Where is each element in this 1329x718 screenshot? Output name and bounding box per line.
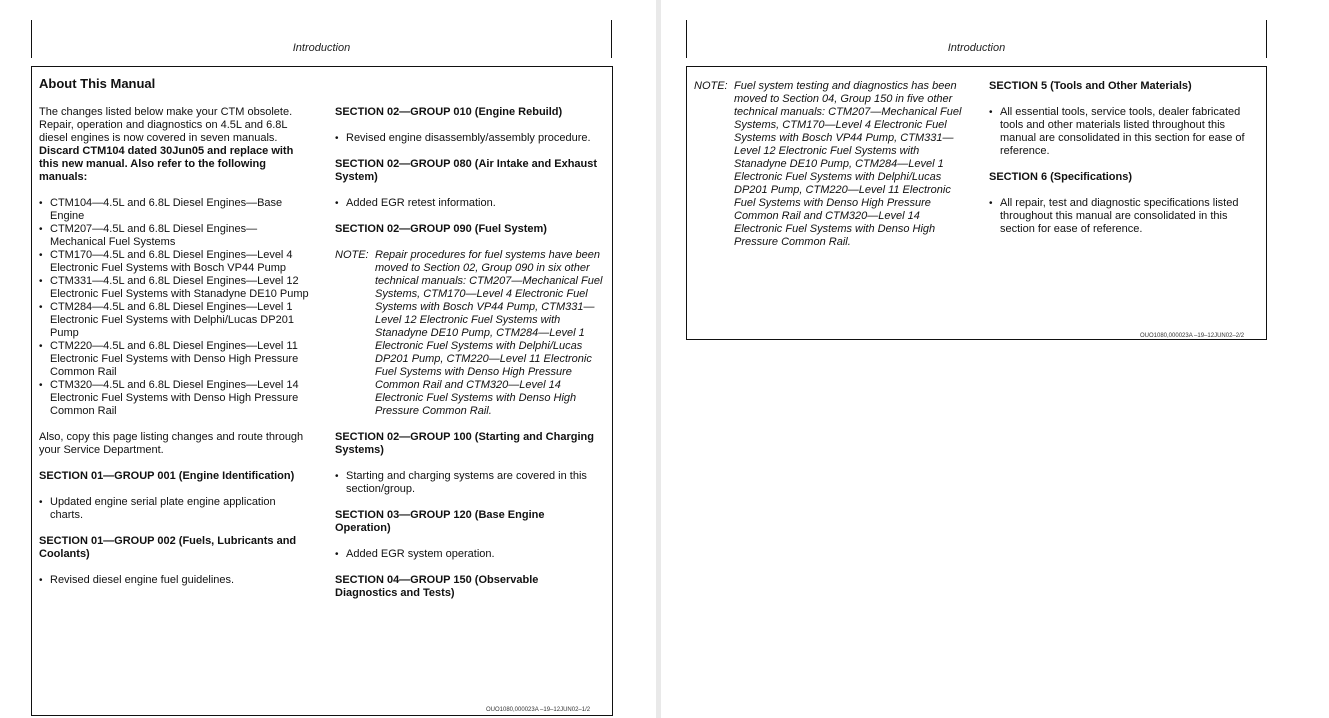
bullet-list <box>39 496 309 522</box>
note-label: NOTE: <box>694 80 728 92</box>
list-item: • CTM170—4.5L and 6.8L Diesel Engines—Level 4 Electronic Fuel Systems with Bosch VP44 Pump <box>39 249 309 275</box>
section-heading: SECTION 01—GROUP 002 (Fuels, Lubricants and Coolants) <box>39 535 297 560</box>
list-item: • Added EGR system operation. <box>335 548 603 561</box>
footer-code: OUO1080,000023A –19–12JUN02–2/2 <box>1140 333 1245 339</box>
bullet-list <box>989 106 1257 158</box>
page-header: Introduction <box>292 42 351 54</box>
list-item: • CTM320—4.5L and 6.8L Diesel Engines—Level 14 Electronic Fuel Systems with Denso High Pressure Common Rail <box>39 379 309 418</box>
section-heading: SECTION 02—GROUP 100 (Starting and Charging Systems) <box>335 431 594 456</box>
bullet-list <box>335 197 603 210</box>
bullet-list <box>335 548 603 561</box>
section-heading: SECTION 03—GROUP 120 (Base Engine Operation) <box>335 509 545 534</box>
list-item: • Updated engine serial plate engine application charts. <box>39 496 309 522</box>
right-column <box>335 106 603 613</box>
list-item: • Revised engine disassembly/assembly procedure. <box>335 132 603 145</box>
list-item: • All repair, test and diagnostic specifications listed throughout this manual are consolidated in this section for ease of reference. <box>989 197 1257 236</box>
left-column <box>39 106 309 600</box>
note-block <box>694 80 964 249</box>
list-item: • CTM220—4.5L and 6.8L Diesel Engines—Level 11 Electronic Fuel Systems with Denso High Pressure Common Rail <box>39 340 309 379</box>
list-item: • All essential tools, service tools, dealer fabricated tools and other materials listed throughout this manual are consolidated in this section for ease of reference. <box>989 106 1257 158</box>
note-text: Fuel system testing and diagnostics has been moved to Section 04, Group 150 in five other technical manuals: CTM207—Mechanical Fuel Systems, CTM170—Level 4 Electronic Fuel Systems with Bosch VP44 Pump, CTM331—Level 12 Electronic Fuel Systems with Stanadyne DE10 Pump, CTM284—Level 1 Electronic Fuel Systems with Delphi/Lucas DP201 Pump, CTM220—Level 11 Electronic Fuel Systems with Denso High Pressure Common Rail and CTM320—Level 14 Electronic Fuel Systems with Denso High Pressure Common Rail. <box>734 80 962 248</box>
section-heading: SECTION 04—GROUP 150 (Observable Diagnostics and Tests) <box>335 574 539 599</box>
bullet-list <box>39 574 309 587</box>
manual-list <box>39 197 309 418</box>
section-heading: SECTION 02—GROUP 010 (Engine Rebuild) <box>335 106 563 118</box>
list-item: • Revised diesel engine fuel guidelines. <box>39 574 309 587</box>
section-heading: SECTION 02—GROUP 080 (Air Intake and Exhaust System) <box>335 158 598 183</box>
list-item: • CTM207—4.5L and 6.8L Diesel Engines—Mechanical Fuel Systems <box>39 223 309 249</box>
list-item: • Added EGR retest information. <box>335 197 603 210</box>
bullet-list <box>335 470 603 496</box>
right-column <box>989 80 1257 249</box>
note-block <box>335 249 603 418</box>
intro-paragraph: The changes listed below make your CTM obsolete. Repair, operation and diagnostics on 4.5L and 6.8L diesel engines is now covered in seven manuals. Discard CTM104 dated 30Jun05 and replace with this new manual. Also refer to the following manuals: <box>39 106 294 183</box>
list-item: • Starting and charging systems are covered in this section/group. <box>335 470 603 496</box>
section-heading: SECTION 01—GROUP 001 (Engine Identification) <box>39 470 295 482</box>
left-column <box>694 80 964 262</box>
list-item: • CTM104—4.5L and 6.8L Diesel Engines—Base Engine <box>39 197 309 223</box>
bullet-list <box>335 132 603 145</box>
list-item: • CTM284—4.5L and 6.8L Diesel Engines—Level 1 Electronic Fuel Systems with Delphi/Lucas DP201 Pump <box>39 301 309 340</box>
bullet-list <box>989 197 1257 236</box>
note-label: NOTE: <box>335 249 369 261</box>
page-gutter <box>656 0 661 718</box>
section-heading: SECTION 6 (Specifications) <box>989 171 1133 183</box>
section-heading: SECTION 02—GROUP 090 (Fuel System) <box>335 223 547 235</box>
list-item: • CTM331—4.5L and 6.8L Diesel Engines—Level 12 Electronic Fuel Systems with Stanadyne DE10 Pump <box>39 275 309 301</box>
copy-note: Also, copy this page listing changes and route through your Service Department. <box>39 431 304 456</box>
section-heading: SECTION 5 (Tools and Other Materials) <box>989 80 1192 92</box>
section-title: About This Manual <box>39 76 156 91</box>
page-header: Introduction <box>947 42 1006 54</box>
footer-code: OUO1080,000023A –19–12JUN02–1/2 <box>486 707 591 713</box>
note-text: Repair procedures for fuel systems have been moved to Section 02, Group 090 in six other technical manuals: CTM207—Mechanical Fuel Systems, CTM170—Level 4 Electronic Fuel Systems with Bosch VP44 Pump, CTM331—Level 12 Electronic Fuel Systems with Stanadyne DE10 Pump, CTM284—Level 1 Electronic Fuel Systems with Delphi/Lucas DP201 Pump, CTM220—Level 11 Electronic Fuel Systems with Denso High Pressure Common Rail and CTM320—Level 14 Electronic Fuel Systems with Denso High Pressure Common Rail. <box>375 249 603 417</box>
